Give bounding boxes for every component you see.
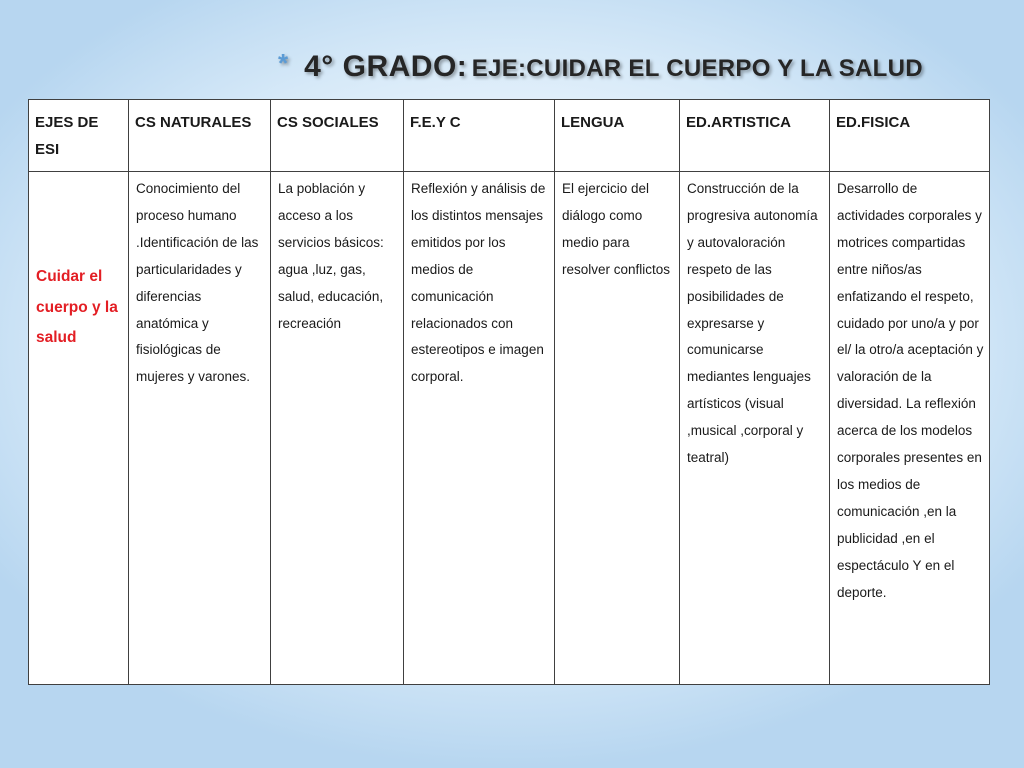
title-grade: 4° GRADO: xyxy=(304,50,468,83)
title-bullet: * xyxy=(278,48,289,78)
lengua-text: El ejercicio del diálogo como medio para resolver conflictos xyxy=(562,181,671,277)
cell-feyc xyxy=(404,172,555,685)
feyc-text: Reflexión y análisis de los distintos mensajes emitidos por los medios de comunicación relacionados con estereotipos e imagen corporal. xyxy=(411,181,546,385)
header-ejes-esi: EJES DE ESI xyxy=(29,100,129,172)
cell-cs-sociales xyxy=(271,172,404,685)
cell-cs-naturales xyxy=(129,172,271,685)
cell-ed-artistica xyxy=(680,172,830,685)
axis-label: Cuidar el cuerpo y la salud xyxy=(36,268,118,346)
header-cs-sociales: CS SOCIALES xyxy=(271,100,404,172)
cs-naturales-text: Conocimiento del proceso humano .Identificación de las particularidades y diferencias anatómica y fisiológicas de mujeres y varones. xyxy=(136,181,259,385)
cell-ed-fisica xyxy=(830,172,990,685)
header-ed-artistica: ED.ARTISTICA xyxy=(680,100,830,172)
table-row xyxy=(29,172,990,685)
ed-fisica-text: Desarrollo de actividades corporales y motrices compartidas entre niños/as enfatizando el respeto, cuidado por uno/a y por el/ la otro/a aceptación y valoración de la diversidad. La reflexión acerca de los modelos corporales presentes en los medios de comunicación ,en la publicidad ,en el espectáculo Y en el deporte. xyxy=(837,181,984,600)
header-cs-naturales: CS NATURALES xyxy=(129,100,271,172)
ed-artistica-text: Construcción de la progresiva autonomía y autovaloración respeto de las posibilidades de expresarse y comunicarse mediantes lenguajes artísticos (visual ,musical ,corporal y teatral) xyxy=(687,181,818,466)
header-ed-fisica: ED.FISICA xyxy=(830,100,990,172)
slide-title xyxy=(278,50,923,84)
title-axis: EJE:CUIDAR EL CUERPO Y LA SALUD xyxy=(471,55,923,82)
curriculum-table xyxy=(28,99,990,685)
header-feyc: F.E.Y C xyxy=(404,100,555,172)
cell-axis xyxy=(29,172,129,685)
header-lengua: LENGUA xyxy=(555,100,680,172)
header-row xyxy=(29,100,990,172)
cell-lengua xyxy=(555,172,680,685)
cs-sociales-text: La población y acceso a los servicios básicos: agua ,luz, gas, salud, educación, recreación xyxy=(278,181,384,331)
